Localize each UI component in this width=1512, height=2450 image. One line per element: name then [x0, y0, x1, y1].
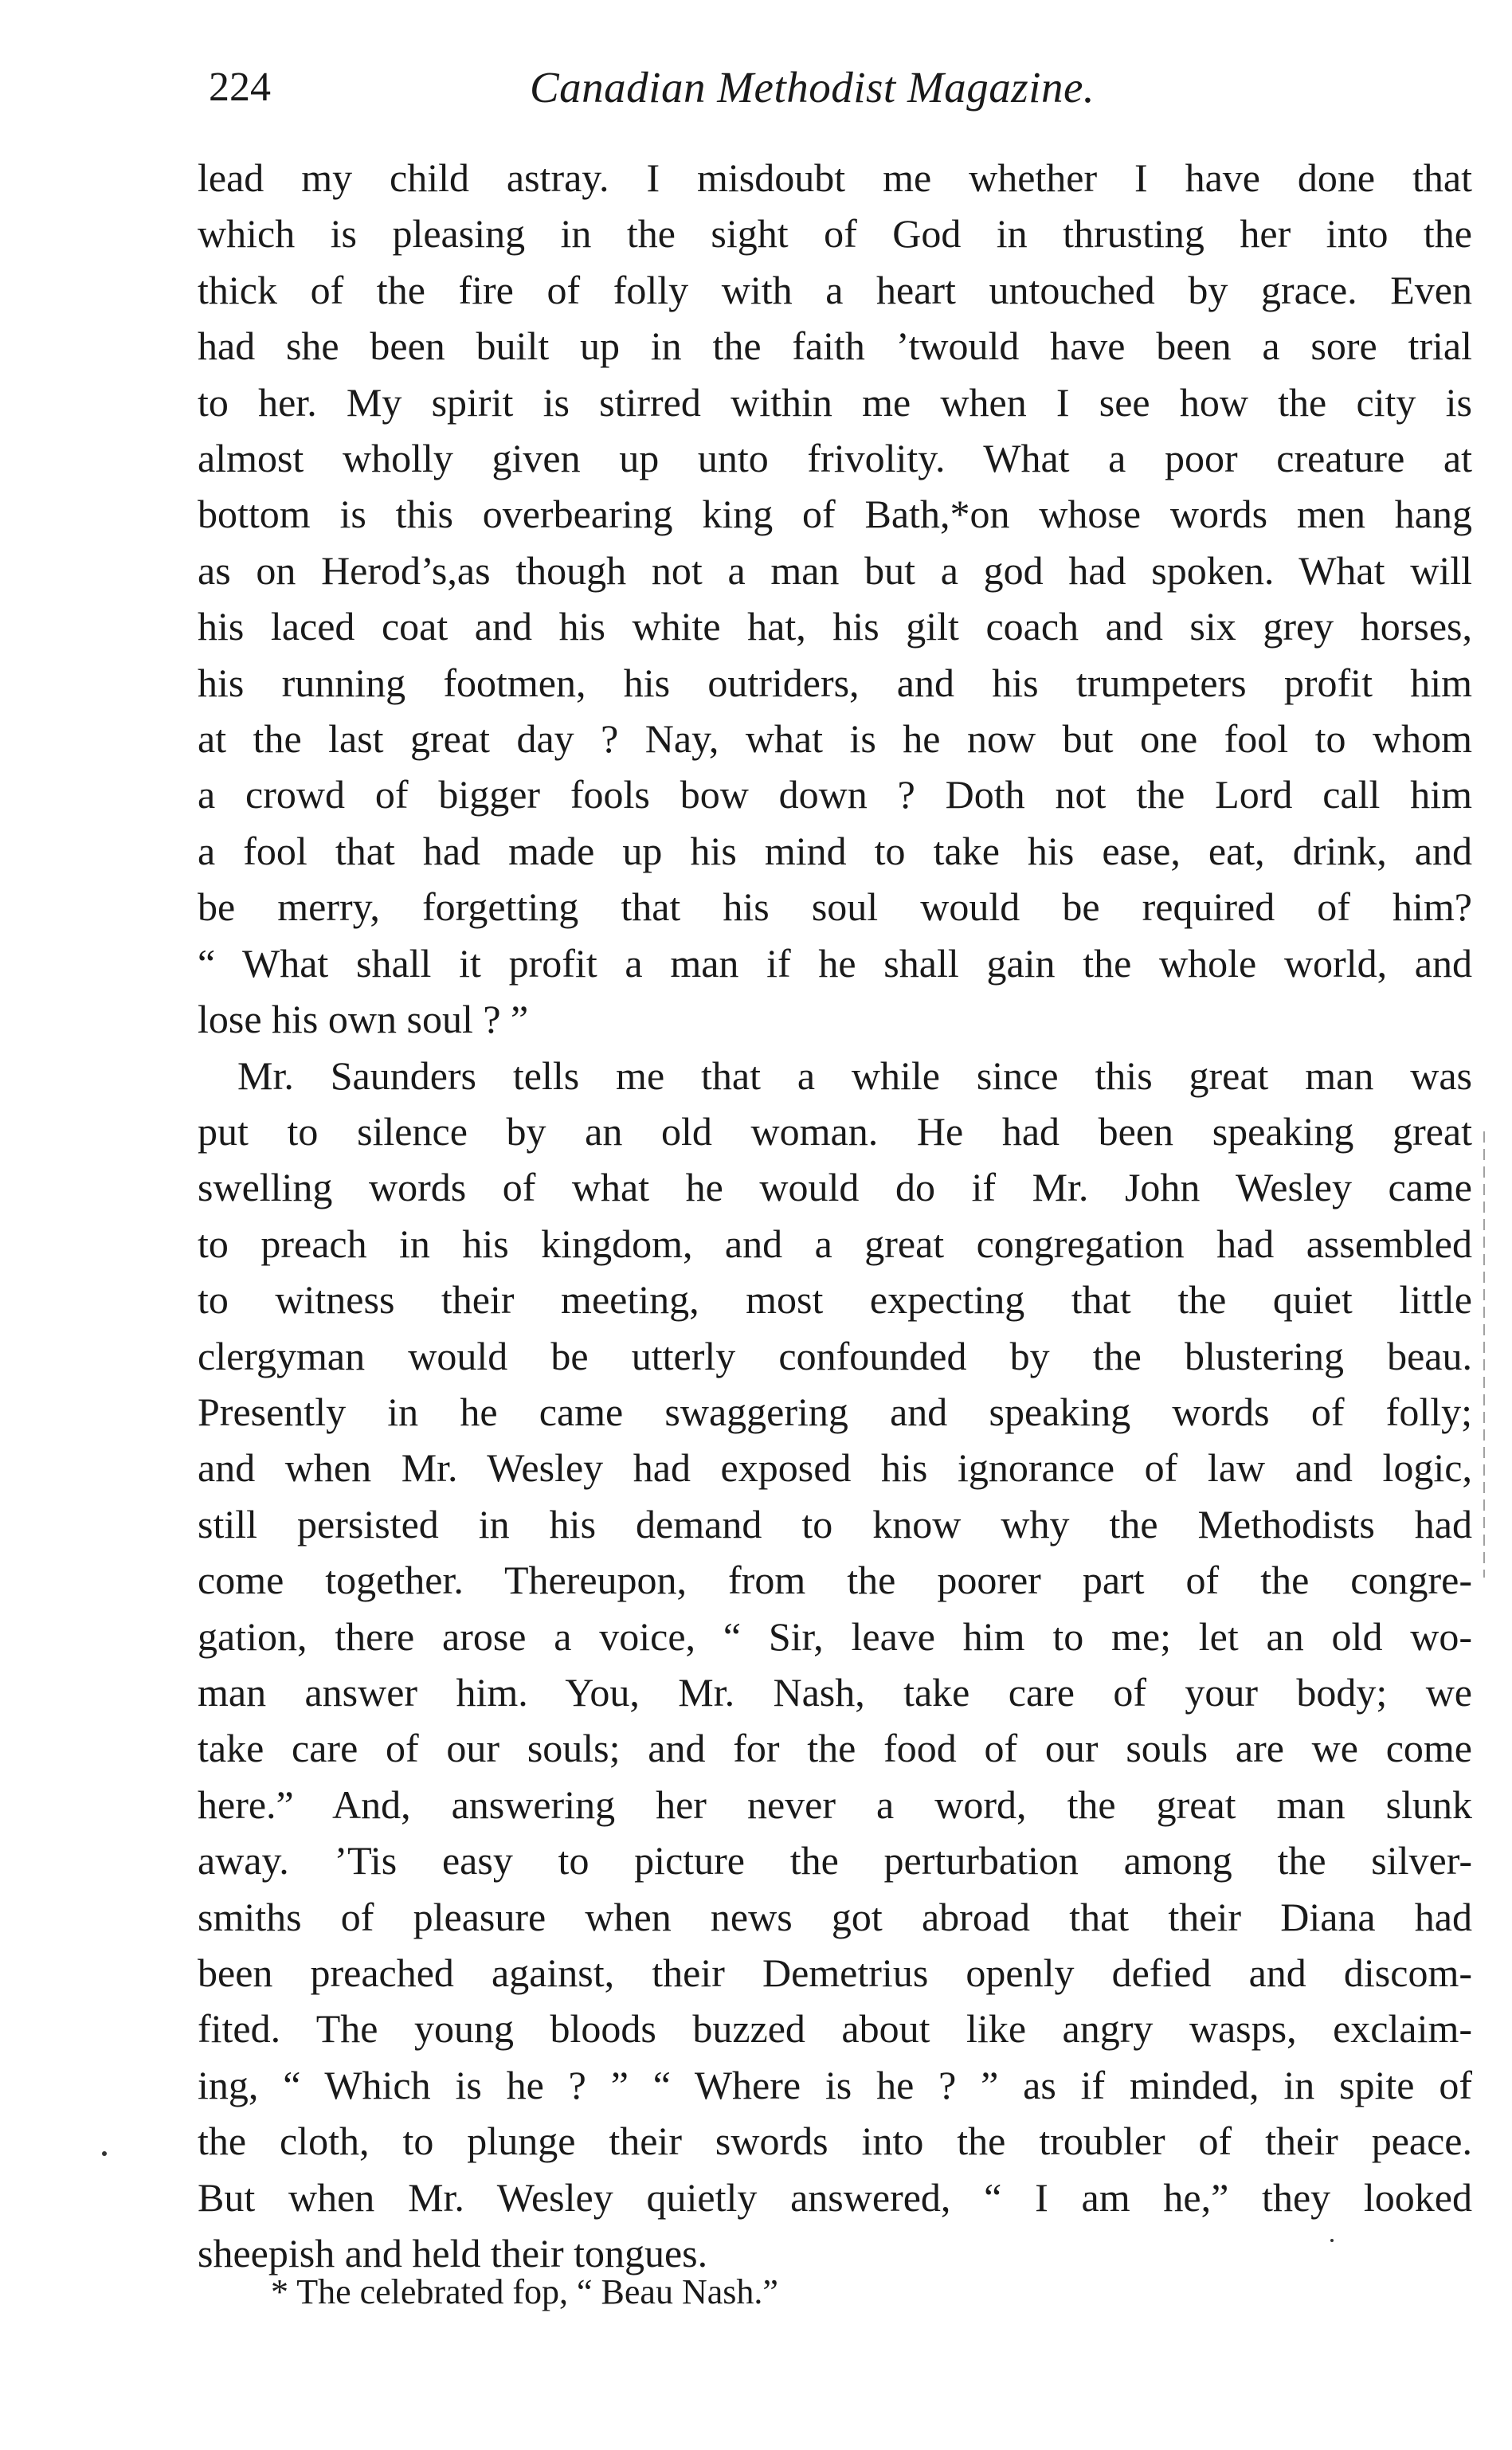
text-line: and when Mr. Wesley had exposed his ignorance of law and logic, [198, 1445, 1472, 1491]
text-line: been preached against, their Demetrius openly defied and discom- [198, 1950, 1472, 1995]
ink-speck [1330, 2239, 1334, 2242]
running-head [0, 56, 1512, 120]
text-line: thick of the fire of folly with a heart untouched by grace. Even [198, 267, 1472, 312]
text-line: swelling words of what he would do if Mr. John Wesley came [198, 1165, 1472, 1210]
text-line: to her. My spirit is stirred within me when I see how the city is [198, 379, 1472, 425]
text-line: ing, “ Which is he ? ” “ Where is he ? ” as if minded, in spite of [198, 2062, 1472, 2107]
text-line: which is pleasing in the sight of God in thrusting her into the [198, 211, 1472, 257]
text-line: a crowd of bigger fools bow down ? Doth not the Lord call him [198, 772, 1472, 817]
text-line: lead my child astray. I misdoubt me whether I have done that [198, 155, 1472, 200]
paragraph [198, 1048, 1472, 2282]
text-line: his running footmen, his outriders, and his trumpeters profit him [198, 660, 1472, 705]
text-line: away. ’Tis easy to picture the perturbation among the silver- [198, 1838, 1472, 1884]
text-line: Presently in he came swaggering and speaking words of folly; [198, 1389, 1472, 1434]
margin-mark [1483, 1131, 1485, 1578]
text-line: the cloth, to plunge their swords into the troubler of their peace. [198, 2119, 1472, 2164]
text-line: almost wholly given up unto frivolity. What a poor creature at [198, 436, 1472, 481]
text-line: come together. Thereupon, from the poorer part of the congre- [198, 1558, 1472, 1603]
text-line: at the last great day ? Nay, what is he now but one fool to whom [198, 716, 1472, 762]
text-line: had she been built up in the faith ’twould have been a sore trial [198, 323, 1472, 369]
text-line: Mr. Saunders tells me that a while since this great man was [237, 1053, 1472, 1098]
footnote: * The celebrated fop, “ Beau Nash.” [271, 2272, 778, 2311]
paragraph [198, 150, 1472, 1048]
text-line: put to silence by an old woman. He had been speaking great [198, 1108, 1472, 1154]
text-line: still persisted in his demand to know why the Methodists had [198, 1501, 1472, 1546]
text-line: sheepish and held their tongues. [198, 2231, 708, 2276]
text-line: man answer him. You, Mr. Nash, take care of your body; we [198, 1669, 1472, 1715]
text-line: here.” And, answering her never a word, the great man slunk [198, 1782, 1472, 1827]
body-text [198, 150, 1472, 2281]
text-line: as on Herod’s,as though not a man but a god had spoken. What will [198, 547, 1472, 593]
page-number: 224 [209, 65, 271, 110]
text-line: smiths of pleasure when news got abroad that their Diana had [198, 1894, 1472, 1939]
text-line: fited. The young bloods buzzed about like angry wasps, exclaim- [198, 2006, 1472, 2052]
text-line: “ What shall it profit a man if he shall gain the whole world, and [198, 940, 1472, 986]
text-line: to preach in his kingdom, and a great congregation had assembled [198, 1221, 1472, 1266]
journal-title: Canadian Methodist Magazine. [530, 63, 1095, 112]
text-line: But when Mr. Wesley quietly answered, “ I am he,” they looked [198, 2174, 1472, 2220]
text-line: bottom is this overbearing king of Bath,*on whose words men hang [198, 492, 1472, 537]
text-line: gation, there arose a voice, “ Sir, leave him to me; let an old wo- [198, 1613, 1472, 1659]
text-line: a fool that had made up his mind to take his ease, eat, drink, and [198, 828, 1472, 873]
text-line: his laced coat and his white hat, his gilt coach and six grey horses, [198, 604, 1472, 649]
ink-speck [102, 2151, 107, 2156]
text-line: to witness their meeting, most expecting that the quiet little [198, 1277, 1472, 1323]
text-line: be merry, forgetting that his soul would be required of him? [198, 884, 1472, 930]
text-line: clergyman would be utterly confounded by the blustering beau. [198, 1333, 1472, 1378]
text-line: take care of our souls; and for the food of our souls are we come [198, 1726, 1472, 1771]
text-line: lose his own soul ? ” [198, 997, 529, 1042]
